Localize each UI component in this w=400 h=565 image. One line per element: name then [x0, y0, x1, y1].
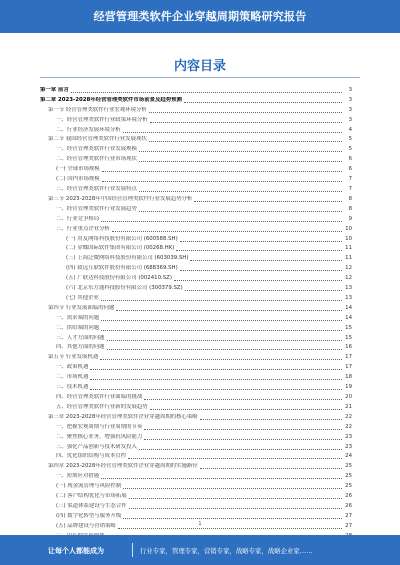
toc-entry-page: 12: [345, 265, 352, 272]
toc-entry-label: 第四节 行业发展面临的问题: [48, 304, 115, 311]
toc-entry-label: (五) 品牌建设与营销策略: [56, 522, 116, 529]
dot-leader: [107, 340, 342, 341]
toc-entry[interactable]: [40, 510, 352, 520]
dot-leader: [174, 280, 342, 281]
dot-leader: [123, 132, 342, 133]
toc-entry[interactable]: [40, 262, 352, 272]
toc-entry[interactable]: [40, 252, 352, 262]
toc-entry[interactable]: [40, 143, 352, 153]
toc-entry[interactable]: [40, 213, 352, 223]
toc-entry[interactable]: [40, 401, 352, 411]
toc-entry-page: 5: [348, 146, 352, 153]
toc-entry-page: 10: [345, 225, 352, 232]
toc-entry[interactable]: [40, 223, 352, 233]
toc-entry-page: 8: [348, 205, 352, 212]
toc-entry-page: 4: [348, 126, 352, 133]
heading-divider: [40, 77, 360, 78]
dot-leader: [190, 260, 342, 261]
toc-entry-page: 20: [345, 394, 352, 400]
dot-leader: [144, 399, 342, 400]
dot-leader: [129, 508, 342, 509]
dot-leader: [176, 250, 342, 251]
toc-entry[interactable]: [40, 153, 352, 163]
dot-leader: [101, 221, 342, 222]
toc-entry-label: (一) 现金流管理与风险控制: [56, 483, 122, 490]
dot-leader: [149, 112, 342, 113]
toc-entry[interactable]: [40, 173, 352, 183]
dot-leader: [116, 310, 342, 311]
toc-entry[interactable]: [40, 371, 352, 381]
dot-leader: [149, 141, 342, 142]
toc-entry-page: 17: [345, 364, 352, 371]
dot-leader: [102, 181, 342, 182]
toc-entry-page: 27: [345, 512, 352, 519]
toc-entry-label: 二、供给端的问题: [56, 324, 100, 331]
toc-entry-label: 二、经营管理类软件行业市场现状: [56, 156, 137, 163]
toc-entry-label: 第一章 前言: [40, 86, 69, 93]
toc-entry[interactable]: [40, 292, 352, 302]
toc-entry-page: 26: [345, 502, 352, 509]
toc-entry-label: 五、经营管理类软件行业新的发展趋势: [56, 403, 148, 410]
toc-entry-label: 一、短期应对措施: [56, 473, 100, 480]
toc-entry[interactable]: [40, 480, 352, 490]
toc-entry-label: (七) 其他企业: [66, 294, 99, 301]
dot-leader: [139, 161, 342, 162]
footer-tagline: 行业专家，管理专家，营销专家，战略专家，战略企业家……: [140, 547, 313, 555]
toc-entry[interactable]: [40, 361, 352, 371]
toc-entry-label: 第一节 经营管理类软件行业宏观环境分析: [48, 106, 147, 113]
toc-entry-page: 15: [345, 334, 352, 341]
toc-entry-page: 17: [345, 354, 352, 361]
dot-leader: [144, 439, 342, 440]
header-banner: [0, 0, 400, 33]
toc-entry[interactable]: [40, 124, 352, 134]
toc-entry-page: 24: [345, 453, 352, 460]
dot-leader: [185, 290, 342, 291]
toc-entry-page: 23: [345, 443, 352, 450]
toc-entry-page: 23: [345, 433, 352, 440]
dot-leader: [90, 389, 342, 390]
toc-entry-page: 8: [348, 195, 352, 202]
toc-entry-page: 11: [345, 245, 352, 252]
dot-leader: [200, 468, 342, 469]
toc-entry[interactable]: [40, 342, 352, 352]
footer-slogan: 让每个人都能成为: [48, 547, 104, 555]
toc-entry[interactable]: [40, 203, 352, 213]
toc-entry-page: 21: [345, 403, 352, 410]
toc-entry[interactable]: [40, 84, 352, 94]
toc-entry-label: 二、行业经济发展环境分析: [56, 126, 121, 133]
toc-entry-label: 三、强化产品创新与技术研发投入: [56, 443, 137, 450]
toc-entry-label: 二、市场机遇: [56, 374, 89, 381]
dot-leader: [128, 458, 342, 459]
dot-leader: [71, 92, 342, 93]
toc-entry-label: 一、经营管理类软件行业发展规模: [56, 146, 137, 153]
toc-entry-page: 14: [345, 314, 352, 321]
toc-entry-page: 19: [345, 384, 352, 391]
toc-entry-label: 一、经营管理类软件行业发展趋势: [56, 205, 137, 212]
toc-entry-label: (四) 数字化转型与服务升级: [56, 512, 122, 519]
toc-entry-page: 13: [345, 285, 352, 292]
toc-entry-page: 15: [345, 324, 352, 331]
dot-leader: [123, 518, 342, 519]
toc-entry-page: 5: [348, 136, 352, 143]
toc-entry-label: 三、行业重点企业分析: [56, 225, 110, 232]
toc-entry[interactable]: [40, 441, 352, 451]
toc-entry-label: (五) 广联达科技股份有限公司 (002410.SZ): [66, 275, 172, 282]
dot-leader: [139, 211, 342, 212]
toc-entry-label: 三、人才方面的问题: [56, 334, 105, 341]
toc-entry[interactable]: [40, 322, 352, 332]
toc-entry[interactable]: [40, 500, 352, 510]
toc-entry-label: 三、经营管理类软件行业发展特点: [56, 185, 137, 192]
dot-leader: [123, 488, 342, 489]
dot-leader: [101, 300, 342, 301]
dot-leader: [180, 241, 342, 242]
toc-entry-page: 3: [348, 96, 352, 103]
toc-entry-label: (三) 渠道体系建设与生态合作: [56, 502, 127, 509]
toc-entry[interactable]: [40, 391, 352, 401]
toc-entry[interactable]: [40, 193, 352, 203]
toc-entry-page: 27: [345, 522, 352, 529]
toc-entry-page: 9: [348, 215, 352, 222]
footer-banner: [0, 535, 400, 565]
dot-leader: [90, 379, 342, 380]
footer-divider: [132, 543, 133, 557]
toc-entry-label: 第三章 2023-2028年经营管理类软件企业穿越周期的核心策略: [48, 413, 198, 420]
dot-leader: [90, 369, 342, 370]
toc-entry[interactable]: [40, 421, 352, 431]
toc-entry[interactable]: [40, 312, 352, 322]
dot-leader: [144, 429, 342, 430]
toc-entry-label: 第三节 2023-2028年中国经营管理类软件行业发展趋势分析: [48, 195, 193, 202]
toc-entry[interactable]: [40, 451, 352, 461]
dot-leader: [194, 201, 342, 202]
toc-entry-page: 7: [348, 176, 352, 183]
toc-entry[interactable]: [40, 470, 352, 480]
toc-entry-label: (一) 用友网络科技股份有限公司 (600588.SH): [66, 235, 178, 242]
toc-entry-page: 25: [345, 463, 352, 470]
toc-entry-page: 26: [345, 493, 352, 500]
toc-entry[interactable]: [40, 431, 352, 441]
toc-entry-page: 6: [348, 156, 352, 163]
toc-entry-label: (二) 金蝶国际软件集团有限公司 (00268.HK): [66, 245, 175, 252]
toc-heading: 内容目录: [173, 59, 226, 74]
toc-entry[interactable]: [40, 114, 352, 124]
toc-entry[interactable]: [40, 233, 352, 243]
toc-entry-label: 四、经营管理类软件行业面临的挑战: [56, 394, 143, 400]
dot-leader: [100, 359, 342, 360]
toc-entry-page: 3: [348, 106, 352, 113]
toc-entry-label: 一、需求端的问题: [56, 314, 100, 321]
dot-leader: [112, 231, 342, 232]
toc-entry-label: (三) 上海泛微网络科技股份有限公司 (603039.SH): [66, 255, 189, 262]
toc-entry-label: 二、聚焦核心业务，增强抗风险能力: [56, 433, 143, 440]
toc-entry-label: 三、技术机遇: [56, 384, 89, 391]
toc-entry-page: 14: [345, 304, 352, 311]
toc-entry-page: 7: [348, 185, 352, 192]
toc-entry-page: 18: [345, 374, 352, 381]
toc-entry[interactable]: [40, 163, 352, 173]
dot-leader: [101, 330, 342, 331]
toc-entry[interactable]: [40, 243, 352, 253]
toc-entry-page: 13: [345, 294, 352, 301]
toc-entry-page: 25: [345, 483, 352, 490]
toc-entry[interactable]: [40, 282, 352, 292]
toc-entry-label: (二) 客户结构优化与市场拓展: [56, 493, 127, 500]
toc-entry-label: 四、其他方面的问题: [56, 344, 105, 351]
toc-entry-label: 一、把握宏观周期与行业周期的节奏: [56, 423, 143, 430]
table-of-contents: [40, 84, 352, 540]
toc-entry-page: 11: [345, 255, 352, 262]
dot-leader: [129, 498, 342, 499]
toc-entry-label: 一、经营管理类软件行业政策环境分析: [56, 116, 148, 123]
dot-leader: [107, 349, 342, 350]
toc-entry[interactable]: [40, 104, 352, 114]
toc-entry-label: 第二节 我国经营管理类软件行业发展现状: [48, 136, 147, 143]
toc-entry-page: 25: [345, 473, 352, 480]
dot-leader: [150, 409, 342, 410]
toc-entry[interactable]: [40, 381, 352, 391]
toc-entry[interactable]: [40, 272, 352, 282]
toc-entry-label: (四) 致远互联软件股份有限公司 (688369.SH): [66, 265, 178, 272]
toc-entry-page: 6: [348, 166, 352, 173]
dot-leader: [139, 151, 342, 152]
dot-leader: [102, 171, 342, 172]
toc-entry-label: 一、政策机遇: [56, 364, 89, 371]
toc-entry-page: 10: [345, 235, 352, 242]
toc-entry-label: (一) 全球市场规模: [56, 166, 100, 173]
dot-leader: [180, 270, 342, 271]
dot-leader: [200, 419, 342, 420]
toc-entry-label: 第五节 行业发展机遇: [48, 354, 99, 361]
toc-entry-label: 第二章 2023-2028年经营管理类软件市场前景及趋势预测: [40, 96, 182, 103]
dot-leader: [101, 320, 342, 321]
dot-leader: [184, 102, 342, 103]
toc-entry[interactable]: [40, 351, 352, 361]
dot-leader: [118, 528, 342, 529]
toc-entry-page: 3: [348, 86, 352, 93]
toc-entry[interactable]: [40, 332, 352, 342]
toc-entry-page: 22: [345, 423, 352, 430]
dot-leader: [139, 449, 342, 450]
toc-entry[interactable]: [40, 490, 352, 500]
toc-entry-label: 四、优化组织结构与成本管控: [56, 453, 127, 460]
toc-entry-page: 3: [348, 116, 352, 123]
toc-entry-page: 12: [345, 275, 352, 282]
report-title: 经营管理类软件企业穿越周期策略研究报告: [93, 10, 307, 23]
toc-entry[interactable]: [40, 411, 352, 421]
page-number: 1: [198, 521, 202, 527]
dot-leader: [101, 478, 342, 479]
toc-entry[interactable]: [40, 460, 352, 470]
toc-entry[interactable]: [40, 134, 352, 144]
toc-entry[interactable]: [40, 94, 352, 104]
toc-entry-page: 22: [345, 413, 352, 420]
toc-entry[interactable]: [40, 302, 352, 312]
toc-entry-label: 第四章 2023-2028年经营管理类软件企业穿越周期的实施路径: [48, 463, 198, 470]
dot-leader: [139, 191, 342, 192]
toc-entry-label: (六) 北京东方通科技股份有限公司 (300379.SZ): [66, 285, 183, 292]
toc-entry-page: 16: [345, 344, 352, 351]
dot-leader: [150, 122, 342, 123]
toc-entry[interactable]: [40, 183, 352, 193]
toc-entry-label: (二) 国内市场规模: [56, 176, 100, 183]
toc-entry-label: 二、行业竞争格局: [56, 215, 100, 222]
